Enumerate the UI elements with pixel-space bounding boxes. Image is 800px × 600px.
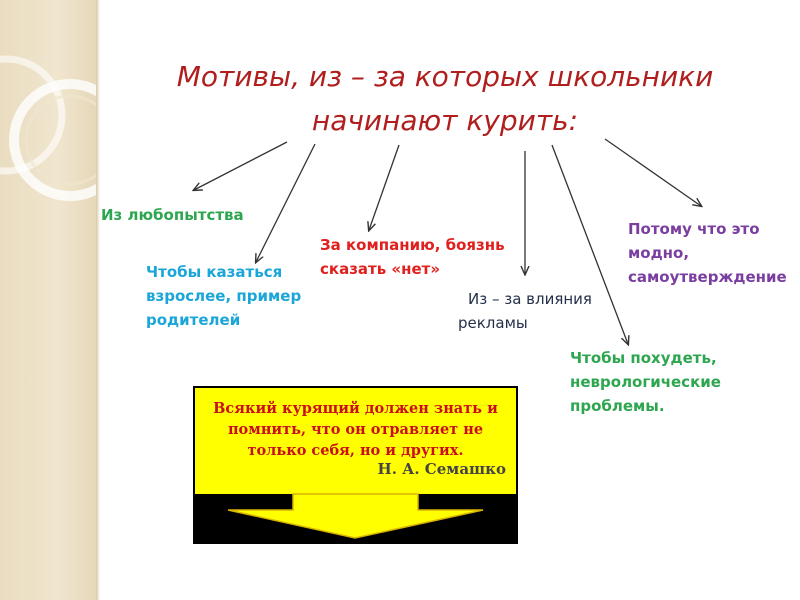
quote-text: Всякий курящий должен знать и помнить, что он отравляет не только себя, но и других. [213, 400, 498, 459]
motive-company: За компанию, боязнь сказать «нет» [320, 236, 505, 278]
motive-curiosity: Из любопытства [101, 206, 244, 224]
title-line-1: Мотивы, из – за которых школьники [176, 60, 714, 93]
down-arrow-icon [193, 386, 518, 544]
title-line-2: начинают курить: [311, 104, 579, 137]
motive-weight: Чтобы похудеть, неврологические проблемы. [570, 349, 721, 415]
arrow-curiosity [194, 142, 287, 190]
arrow-fashion [605, 139, 701, 206]
arrow-grown-up [256, 144, 315, 262]
motive-advert: Из – за влияния рекламы [458, 290, 592, 332]
motive-fashion: Потому что это модно, самоутверждение [628, 220, 787, 286]
motive-grown-up: Чтобы казаться взрослее, пример родителей [146, 263, 302, 329]
arrow-company [369, 145, 399, 230]
quote-box [193, 386, 518, 544]
quote-author: Н. А. Семашко [377, 460, 506, 478]
